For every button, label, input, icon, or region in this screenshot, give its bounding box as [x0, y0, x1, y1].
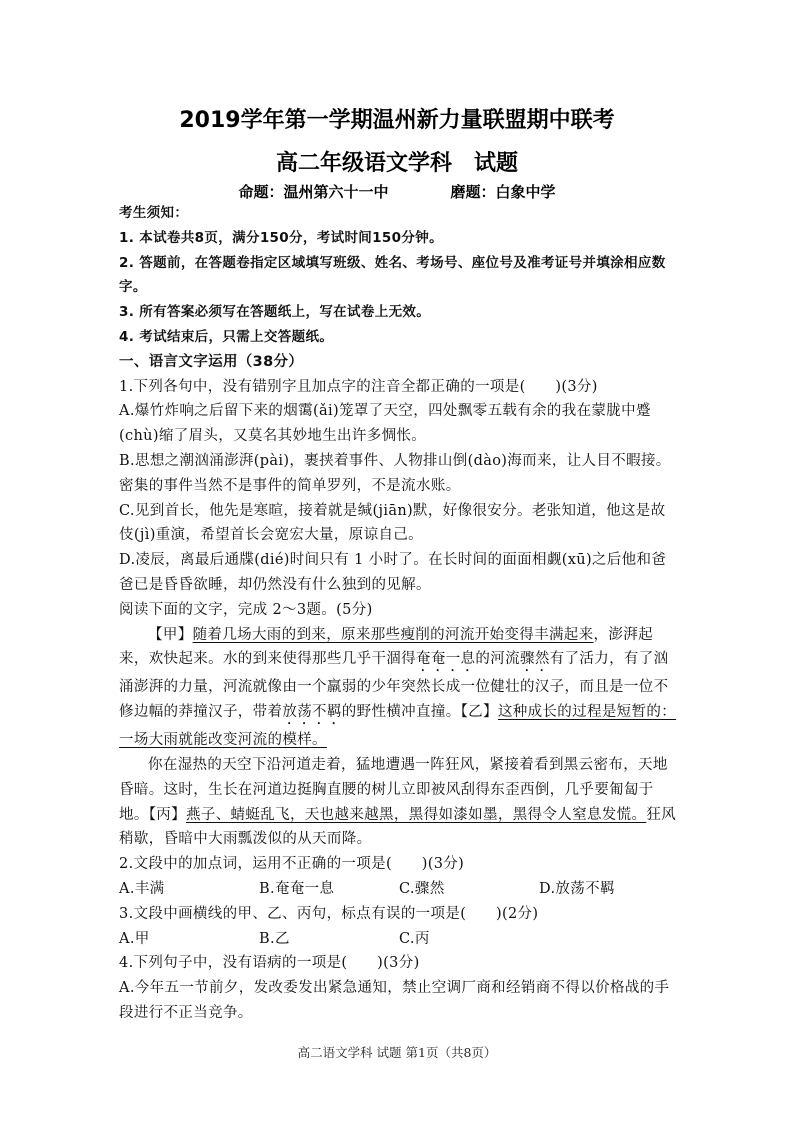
- passage-text: 你在湿热的天空下沿河道走着，猛地遭遇一阵狂风，紧接着看到黑云密布，天地昏暗。这时，生长在河道边挺胸直腰的树儿立即被风刮得东歪西倒，几乎要匍匐于地。【丙】: [119, 756, 668, 823]
- passage-text: 有了活力，有了汹涌澎湃的力量，河流就像由一个羸弱的少年突然长成一位健壮的汉子，而且是一位不修边幅的莽撞汉子，带着: [119, 651, 669, 721]
- exam-body: [119, 201, 679, 1026]
- reading-paragraph: [119, 623, 679, 753]
- notice-item: 4. 考试结束后，只需上交答题纸。: [119, 328, 334, 345]
- question-option: D.凌辰，离最后通牒(dié)时间只有 1 小时了。在长时间的面面相觑(xū)之后他和爸爸已是昏昏欲睡，却仍然没有什么独到的见解。: [119, 552, 667, 593]
- question-options: [119, 877, 679, 902]
- reading-paragraph: [119, 753, 679, 852]
- notice-heading: 考生须知：: [119, 205, 189, 221]
- exam-subject: 高二年级语文学科 试题: [275, 151, 518, 176]
- question-option: B.思想之潮汹涌澎湃(pài)，裹挟着事件、人物排山倒(dào)海而来，让人目不暇接。密集的事件当然不是事件的简单罗列，不是流水账。: [119, 452, 671, 494]
- question-option: A.今年五一节前夕，发改委发出紧急通知，禁止空调厂商和经销商不得以价格战的手段进行不正当竞争。: [119, 980, 670, 1021]
- question-option: C.见到首长，他先是寒暄，接着就是缄(jiān)默，好像很安分。老张知道，他这是故伎(jì)重演，希望首长会宽宏大量，原谅自己。: [119, 502, 666, 544]
- question-stem: 1.下列各句中，没有错别字且加点字的注音全都正确的一项是( )(3分): [119, 378, 598, 395]
- question-options: [119, 927, 679, 952]
- notice-item: 2. 答题前，在答题卷指定区域填写班级、姓名、考场号、座位号及准考证号并填涂相应数字。: [119, 254, 666, 296]
- question-option: A.甲: [119, 930, 150, 947]
- question-stem: 3.文段中画横线的甲、乙、丙句，标点有误的一项是( )(2分): [119, 905, 539, 922]
- reading-intro: 阅读下面的文字，完成 2～3题。(5分): [119, 601, 373, 618]
- dotted-word: 骤然: [519, 651, 550, 668]
- question-stem: 4.下列句子中，没有语病的一项是( )(3分): [119, 955, 420, 972]
- underlined-sentence-bing: 燕子、蜻蜓乱飞，天也越来越黑，黑得如漆如墨，黑得令人窒息发慌。: [186, 806, 647, 823]
- question-option: C.丙: [399, 930, 430, 947]
- dotted-word: 奄奄一息: [416, 651, 476, 668]
- passage-text: 的河流: [475, 651, 520, 668]
- section-heading: 一、语言文字运用（38分）: [119, 353, 304, 370]
- underlined-sentence-yi: 这种成长的过程是短暂的：一场大雨就能改变河流的模样。: [119, 704, 677, 749]
- passage-text: 的野性横冲直撞。【乙】: [341, 704, 498, 721]
- marker-jia: 【甲】: [148, 626, 193, 643]
- notice-item: 3. 所有答案必须写在答题纸上，写在试卷上无效。: [119, 304, 431, 321]
- question-option: C.骤然: [399, 880, 445, 897]
- passage-text: ，澎湃起来，欢快起来。水的到来使得那些几乎干涸得: [119, 626, 653, 668]
- passage-text: 狂风稍歇，昏暗中大雨瓢泼似的从天而降。: [119, 806, 677, 848]
- question-option: A.丰满: [119, 880, 165, 897]
- notice-item: 1. 本试卷共8页，满分150分，考试时间150分钟。: [119, 229, 443, 246]
- reviewer-label: 磨题：白象中学: [450, 183, 556, 201]
- question-option: B.奄奄一息: [259, 880, 335, 897]
- exam-title: 2019学年第一学期温州新力量联盟期中联考: [179, 108, 615, 133]
- question-stem: 2.文段中的加点词，运用不正确的一项是( )(3分): [119, 856, 465, 873]
- page-footer: 高二语文学科 试题 第1页（共8页）: [297, 1045, 497, 1060]
- question-option: D.放荡不羁: [539, 880, 615, 897]
- exam-credits: [0, 181, 794, 202]
- underlined-sentence-jia: 随着几场大雨的到来，原来那些瘦削的河流开始变得丰满起来: [192, 626, 594, 643]
- question-option: A.爆竹炸响之后留下来的烟霭(ǎi)笼罩了天空，四处飘零五载有余的我在蒙胧中蹙(chù)缩了眉头，又莫名其妙地生出许多惆怅。: [119, 403, 651, 445]
- dotted-word: 放荡不羁: [282, 704, 342, 721]
- question-option: B.乙: [259, 930, 290, 947]
- setter-label: 命题：温州第六十一中: [238, 183, 389, 201]
